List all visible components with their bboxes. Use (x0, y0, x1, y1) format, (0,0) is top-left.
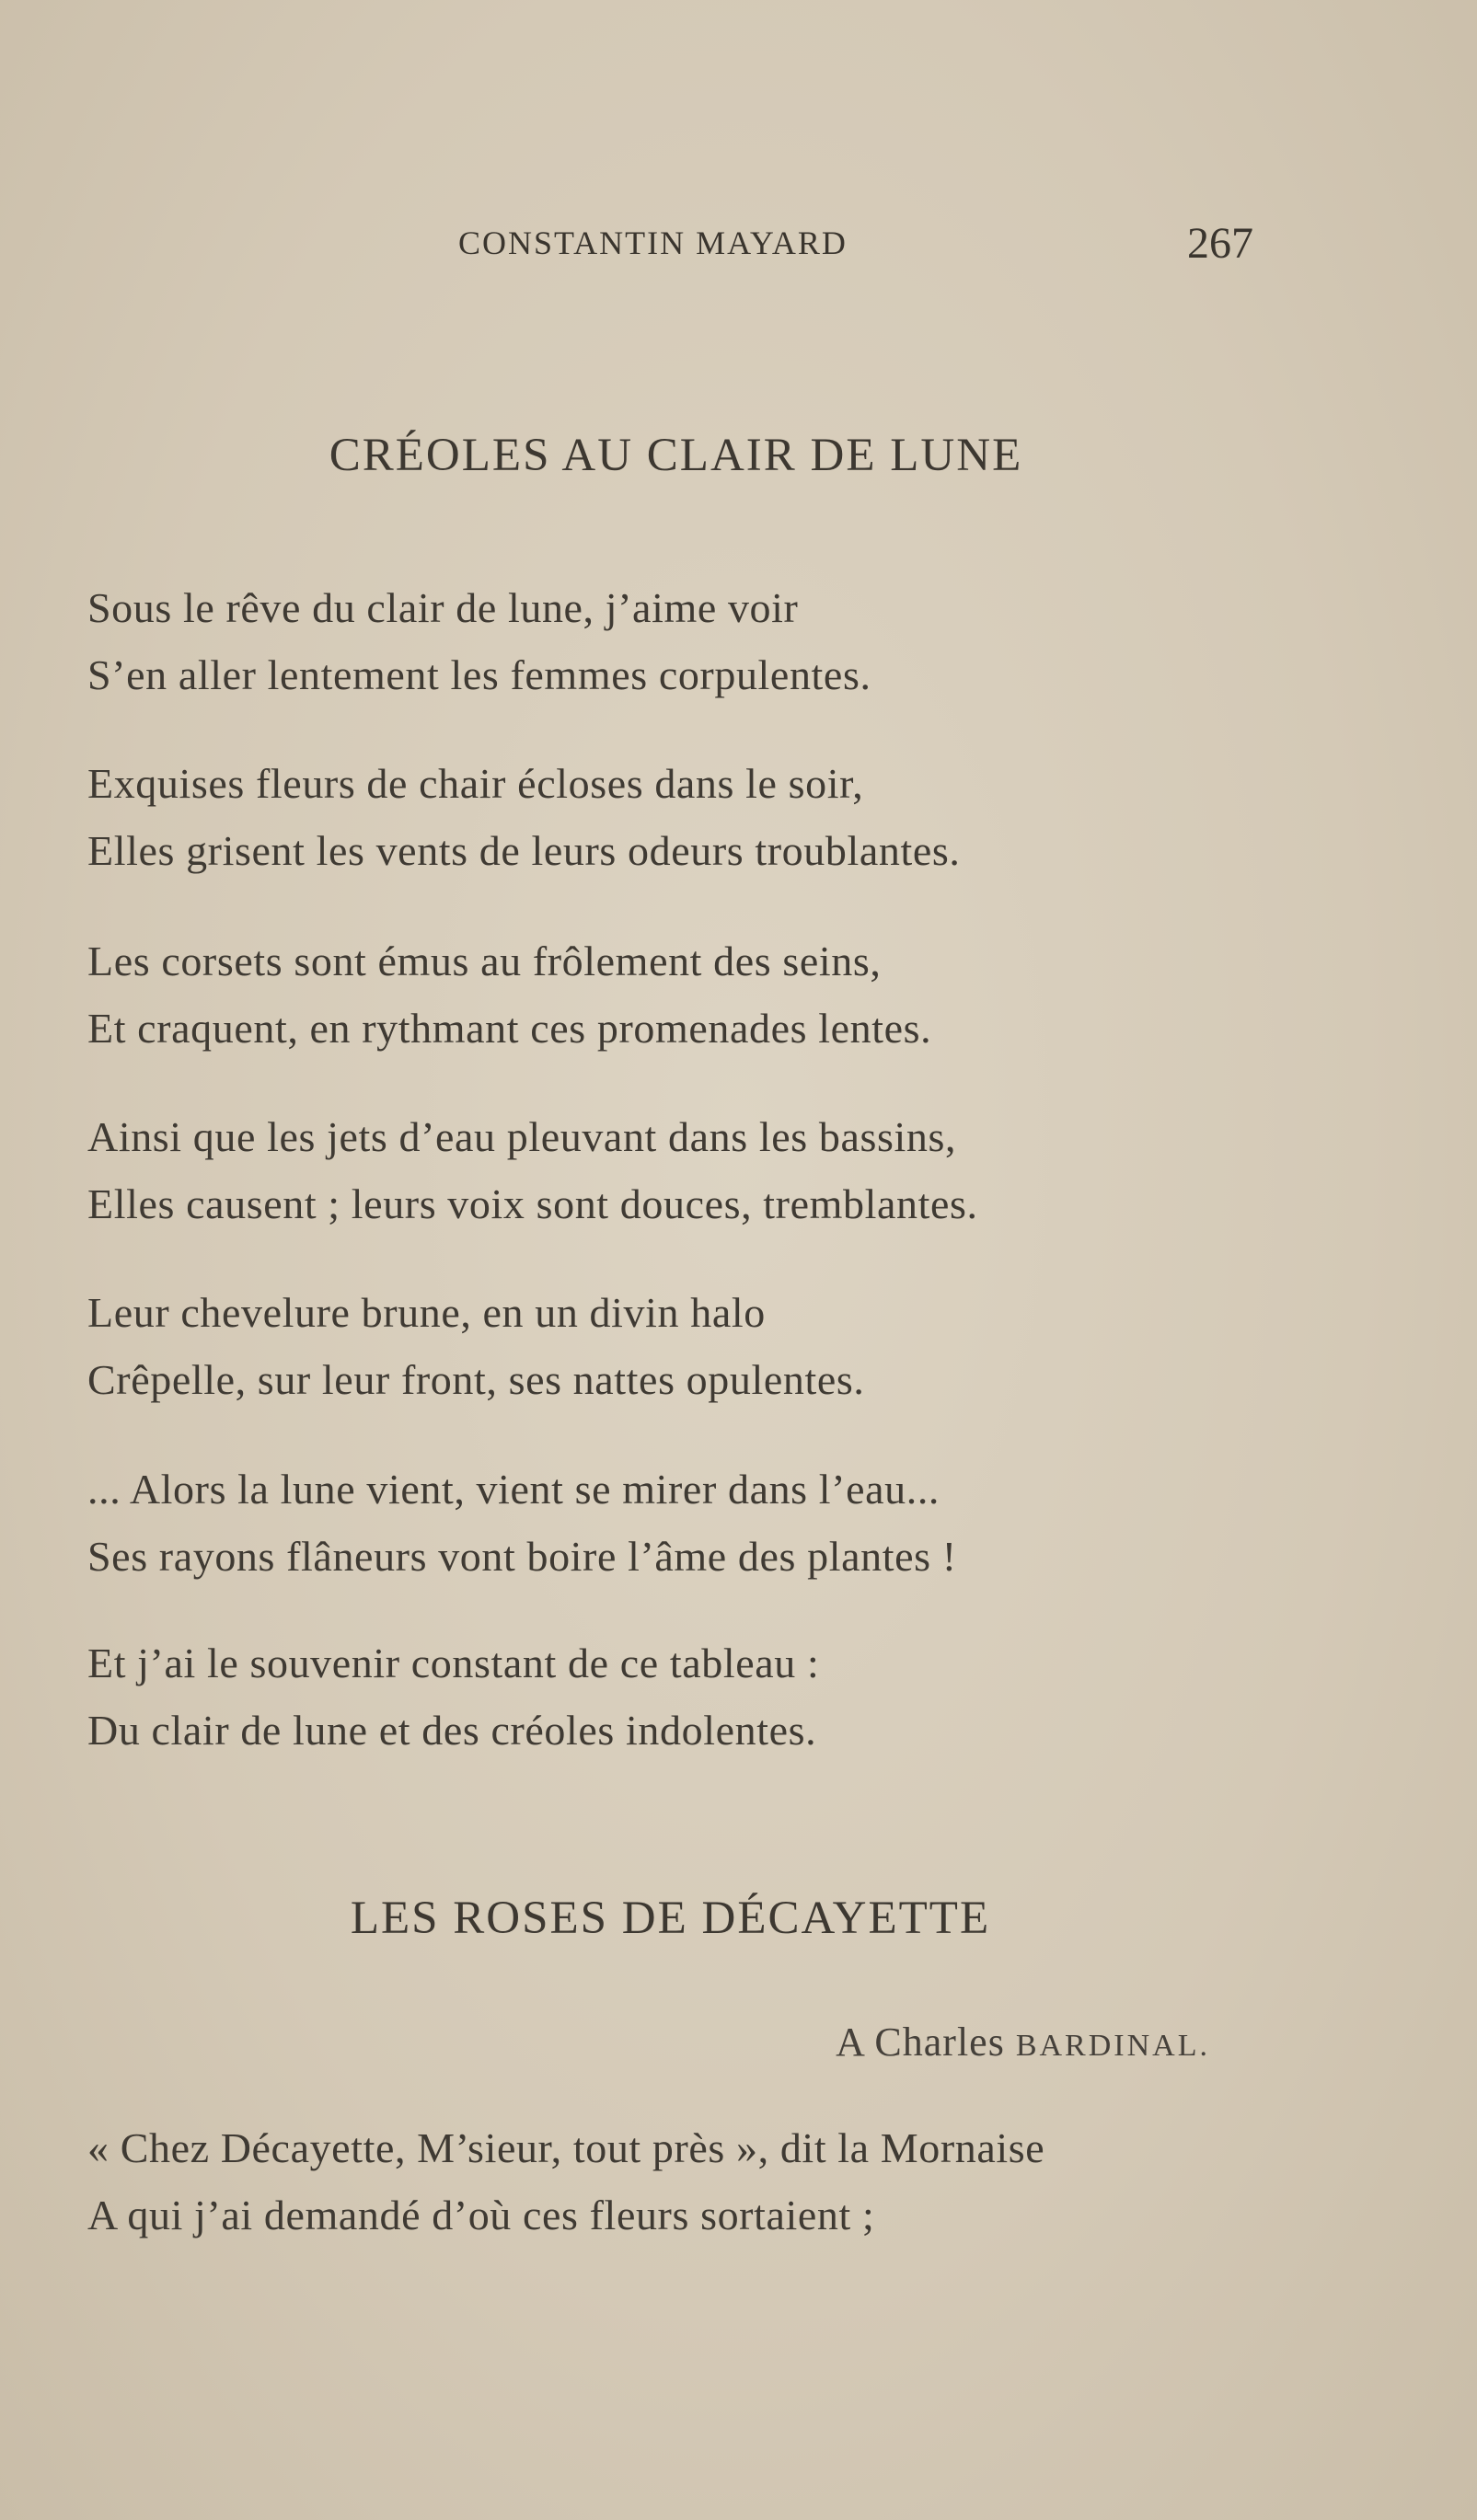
verse-line: Elles causent ; leurs voix sont douces, tremblantes. (87, 1180, 978, 1227)
verse-line: Ses rayons flâneurs vont boire l’âme des plantes ! (87, 1533, 957, 1580)
verse-line: Les corsets sont émus au frôlement des seins, (87, 938, 882, 984)
verse-line: Crêpelle, sur leur front, ses nattes opulentes. (87, 1356, 865, 1403)
stanza (87, 574, 871, 708)
verse-line: ... Alors la lune vient, vient se mirer dans l’eau... (87, 1466, 940, 1513)
dedication-prefix: A Charles (836, 2019, 1016, 2065)
running-head (0, 219, 1477, 279)
verse-line: Et craquent, en rythmant ces promenades lentes. (87, 1005, 932, 1052)
verse-line: Elles grisent les vents de leurs odeurs troublantes. (87, 827, 961, 874)
verse-line: Sous le rêve du clair de lune, j’aime voir (87, 584, 799, 631)
dedication (836, 2019, 1210, 2065)
stanza (87, 1456, 957, 1590)
running-title: CONSTANTIN MAYARD (458, 224, 848, 261)
stanza (87, 2114, 1044, 2249)
stanza (87, 750, 960, 884)
page-number: 267 (1187, 219, 1253, 268)
stanza (87, 1279, 864, 1413)
stanza (87, 1629, 819, 1764)
stanza (87, 927, 931, 1062)
poem-title: LES ROSES DE DÉCAYETTE (350, 1893, 991, 1944)
verse-line: Leur chevelure brune, en un divin halo (87, 1289, 766, 1336)
verse-line: « Chez Décayette, M’sieur, tout près », dit la Mornaise (87, 2124, 1045, 2171)
verse-line: Exquises fleurs de chair écloses dans le soir, (87, 760, 864, 807)
poem-title: CRÉOLES AU CLAIR DE LUNE (329, 430, 1023, 481)
dedication-name: BARDINAL. (1015, 2029, 1210, 2063)
verse-line: A qui j’ai demandé d’où ces fleurs sortaient ; (87, 2192, 875, 2238)
verse-line: Ainsi que les jets d’eau pleuvant dans les bassins, (87, 1113, 957, 1160)
verse-line: Du clair de lune et des créoles indolentes. (87, 1707, 817, 1754)
stanza (87, 1103, 978, 1237)
verse-line: S’en aller lentement les femmes corpulentes. (87, 651, 871, 698)
verse-line: Et j’ai le souvenir constant de ce tableau : (87, 1640, 820, 1686)
